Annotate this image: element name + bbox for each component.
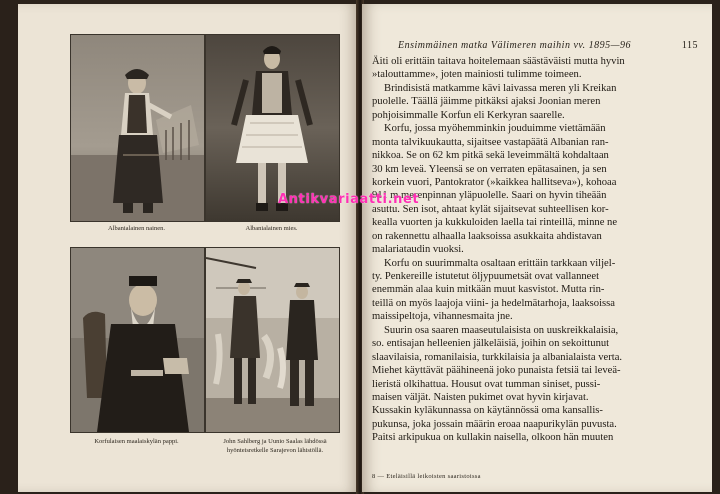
caption-travelers-line1: John Sahlberg ja Uunio Saalas lähdössä [223,438,327,445]
text-line: lieristä olkihattua. Housut ovat tumman siniset, pussi- [372,378,601,390]
text-line: Korfu, jossa myöhemminkin jouduimme viettämään [384,123,606,135]
text-line: 911 m merenpinnan yläpuolelle. Saari on hyvin tiheään [372,190,607,202]
text-line: monta talvikuukautta, sijaitsee vastapäätä Albanian ran- [372,136,609,148]
text-line: Brindisistä matkamme kävi laivassa meren yli Kreikan [384,82,617,94]
text-line: malariataudin vuoksi. [372,244,464,256]
text-line: kealla vuorten ja kukkuloiden laella tai rinteillä, minne ne [372,217,618,229]
photo-albanian-woman [70,34,205,222]
text-line: slaavilaisia, romanilaisia, turkkilaisia ja albanialaista verta. [372,351,623,363]
text-line: Kussakin kyläkunnassa on käytännössä oma kansallis- [372,405,603,417]
photo-travelers [205,247,340,433]
text-line: asuttu. Sen isot, ahtaat kylät sijaitsevat suhteellisen kor- [372,203,609,215]
text-line: »talouttamme», joten mainiosti tulimme toimeen. [372,69,582,81]
text-line: Äiti oli erittäin taitava hoitelemaan säästäväisti mutta hyvin [372,56,625,67]
page-number: 115 [681,40,698,51]
text-line: Miehet käyttävät päähineenä joko punaista fetsiä tai leveä- [372,365,621,377]
text-line: puolelle. Täällä jäimme pitkäksi ajaksi Joonian meren [372,96,601,108]
text-line: pohjoisimmalle Korfun eli Kerkyran saarelle. [372,109,565,121]
header-title: Ensimmäinen matka Välimeren maihin vv. 1895—96 [398,40,631,51]
text-line: nikkoa. Se on 62 km pitkä sekä leveimmältä kohdaltaan [372,150,609,162]
text-line: maisen väljät. Naisten pukimet ovat hyvin kirjavat. [372,391,589,403]
text-line: Korfu on suurimmalta osaltaan erittäin tarkkaan viljel- [384,257,616,269]
text-line: Paitsi arkipukua on kullakin naisella, olkoon hän muuten [372,432,614,444]
photo-corfu-priest [70,247,205,433]
watermark: Antikvariaatti.net [278,192,420,207]
caption-travelers-line2: hyönteisretkelle Sarajevon lähistöllä. [226,447,324,454]
text-line: Suurin osa saaren maaseutulaisista on uuskreikkalaisia, [384,324,619,336]
text-line: pukunsa, joka jossain määrin eroaa naapurikylän puvusta. [372,418,617,430]
text-line: so. entisajan helleenien jälkeläisiä, joihin on sekoittunut [372,338,610,350]
text-line: enemmän alaa kuin mitkään muut kasvistot. Mutta rin- [372,284,605,296]
body-text [372,55,702,445]
page-footer: 8 — Eteläisillä leikoisten saaristoissa [372,473,481,480]
text-line: 30 km leveä. Yleensä se on verraten epätasainen, ja sen [372,163,607,175]
text-line: teillä on myös laajoja viini- ja hedelmätarhoja, laaksoissa [372,297,615,309]
text-line: on rakennettu alhaalla laaksoissa asukkaita ahdistavan [372,230,602,242]
text-line: ty. Penkereille istutetut öljypuumetsät ovat vallanneet [372,271,600,282]
caption-corfu-priest: Korfulaisen maalaiskylän pappi. [94,438,179,445]
caption-albanian-man: Albanialainen mies. [245,225,298,232]
running-header [398,40,698,51]
text-line: korkein vuori, Pantokrator (»kaikkea hallitseva»), kohoaa [372,176,617,188]
caption-albanian-woman: Albanialainen nainen. [107,225,166,232]
text-line: maissipeltoja, vihannesmaita jne. [372,311,513,323]
